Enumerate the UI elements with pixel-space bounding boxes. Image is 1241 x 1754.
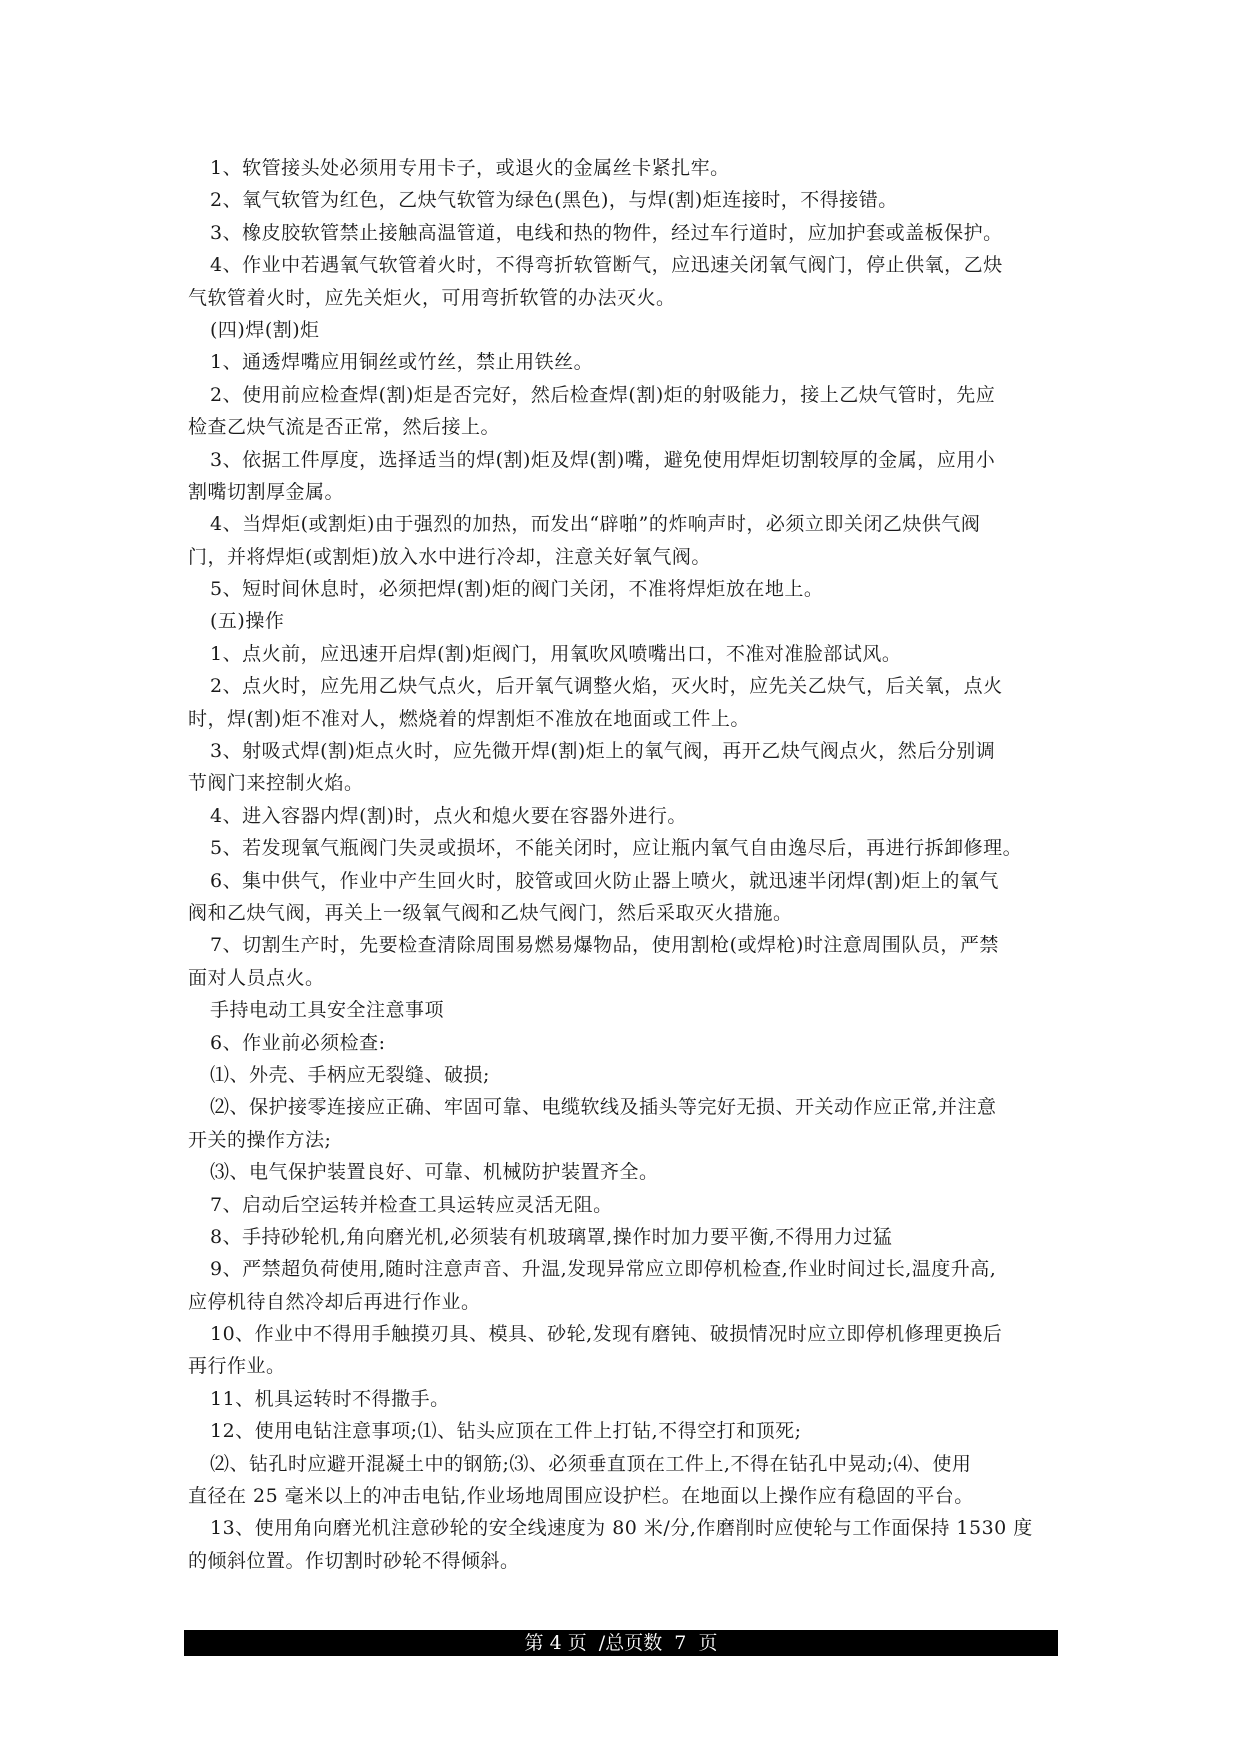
text-line: 3、橡皮胶软管禁止接触高温管道，电线和热的物件，经过车行道时，应加护套或盖板保护。 <box>210 221 1003 244</box>
text-line: 5、若发现氧气瓶阀门失灵或损坏，不能关闭时，应让瓶内氧气自由逸尽后，再进行拆卸修理。 <box>210 837 1023 860</box>
text-line: 9、严禁超负荷使用,随时注意声音、升温,发现异常应立即停机检查,作业时间过长,温度升高, <box>210 1258 997 1281</box>
text-line: 4、当焊炬(或割炬)由于强烈的加热，而发出“辟啪”的炸响声时，必须立即关闭乙炔供气阀 <box>210 513 981 536</box>
text-line: 2、使用前应检查焊(割)炬是否完好，然后检查焊(割)炬的射吸能力，接上乙炔气管时，先应 <box>210 383 996 406</box>
text-line: 4、进入容器内焊(割)时，点火和熄火要在容器外进行。 <box>210 804 687 827</box>
text-line: 12、使用电钻注意事项;⑴、钻头应顶在工件上打钻,不得空打和顶死; <box>210 1420 802 1443</box>
text-line: 1、点火前，应迅速开启焊(割)炬阀门，用氧吹风喷嘴出口，不准对准脸部试风。 <box>210 642 902 665</box>
page-number-label: 第 4 页 /总页数 7 页 <box>524 1632 718 1654</box>
text-line: 应停机待自然冷却后再进行作业。 <box>188 1290 481 1313</box>
text-line: 手持电动工具安全注意事项 <box>210 999 445 1022</box>
text-line: 3、依据工件厚度，选择适当的焊(割)炬及焊(割)嘴，避免使用焊炬切割较厚的金属，应用小 <box>210 448 996 471</box>
page-footer <box>184 1630 1058 1656</box>
text-line: 检查乙炔气流是否正常，然后接上。 <box>188 416 501 439</box>
text-line: 门，并将焊炬(或割炬)放入水中进行冷却，注意关好氧气阀。 <box>188 545 711 568</box>
text-line: 再行作业。 <box>188 1355 286 1378</box>
text-line: 1、软管接头处必须用专用卡子，或退火的金属丝卡紧扎牢。 <box>210 157 730 179</box>
text-line: 2、点火时，应先用乙炔气点火，后开氧气调整火焰，灭火时，应先关乙炔气，后关氧，点火 <box>210 675 1003 698</box>
text-line: 7、启动后空运转并检查工具运转应灵活无阻。 <box>210 1193 613 1216</box>
text-line: ⑴、外壳、手柄应无裂缝、破损; <box>210 1063 490 1086</box>
text-line: 开关的操作方法; <box>188 1128 332 1151</box>
text-line: 1、通透焊嘴应用铜丝或竹丝，禁止用铁丝。 <box>210 351 594 374</box>
text-line: 阀和乙炔气阀，再关上一级氧气阀和乙炔气阀门，然后采取灭火措施。 <box>188 901 793 924</box>
document-body <box>188 152 1068 1577</box>
text-line: 直径在 25 毫米以上的冲击电钻,作业场地周围应设护栏。在地面以上操作应有稳固的平台。 <box>188 1485 974 1508</box>
text-line: (四)焊(割)炬 <box>210 318 320 341</box>
text-line: 气软管着火时，应先关炬火，可用弯折软管的办法灭火。 <box>188 286 676 309</box>
text-line: 的倾斜位置。作切割时砂轮不得倾斜。 <box>188 1549 520 1572</box>
text-line: ⑶、电气保护装置良好、可靠、机械防护装置齐全。 <box>210 1161 659 1184</box>
text-line: 6、集中供气，作业中产生回火时，胶管或回火防止器上喷火，就迅速半闭焊(割)炬上的氧气 <box>210 869 999 892</box>
text-line: 6、作业前必须检查: <box>210 1031 386 1054</box>
text-line: 5、短时间休息时，必须把焊(割)炬的阀门关闭，不准将焊炬放在地上。 <box>210 578 824 601</box>
text-line: 2、氧气软管为红色，乙炔气软管为绿色(黑色)，与焊(割)炬连接时，不得接错。 <box>210 189 898 212</box>
text-line: (五)操作 <box>210 610 285 633</box>
text-line: 割嘴切割厚金属。 <box>188 480 345 503</box>
text-line: 节阀门来控制火焰。 <box>188 772 364 795</box>
text-line: 面对人员点火。 <box>188 966 325 989</box>
text-line: 10、作业中不得用手触摸刃具、模具、砂轮,发现有磨钝、破损情况时应立即停机修理更换后 <box>210 1323 1003 1346</box>
text-line: ⑵、钻孔时应避开混凝土中的钢筋;⑶、必须垂直顶在工件上,不得在钻孔中晃动;⑷、使用 <box>210 1452 972 1475</box>
text-line: 8、手持砂轮机,角向磨光机,必须装有机玻璃罩,操作时加力要平衡,不得用力过猛 <box>210 1225 893 1248</box>
text-line: 时，焊(割)炬不准对人，燃烧着的焊割炬不准放在地面或工件上。 <box>188 707 750 730</box>
text-line: 3、射吸式焊(割)炬点火时，应先微开焊(割)炬上的氧气阀，再开乙炔气阀点火，然后分别调 <box>210 740 996 763</box>
text-line: 11、机具运转时不得撒手。 <box>210 1387 450 1410</box>
text-line: 4、作业中若遇氧气软管着火时，不得弯折软管断气，应迅速关闭氧气阀门，停止供氧，乙炔 <box>210 254 1003 277</box>
text-line: 13、使用角向磨光机注意砂轮的安全线速度为 80 米/分,作磨削时应使轮与工作面保持 1530 度 <box>210 1517 1033 1540</box>
text-line: 7、切割生产时，先要检查清除周围易燃易爆物品，使用割枪(或焊枪)时注意周围队员，严禁 <box>210 934 999 957</box>
text-line: ⑵、保护接零连接应正确、牢固可靠、电缆软线及插头等完好无损、开关动作应正常,并注意 <box>210 1096 997 1119</box>
